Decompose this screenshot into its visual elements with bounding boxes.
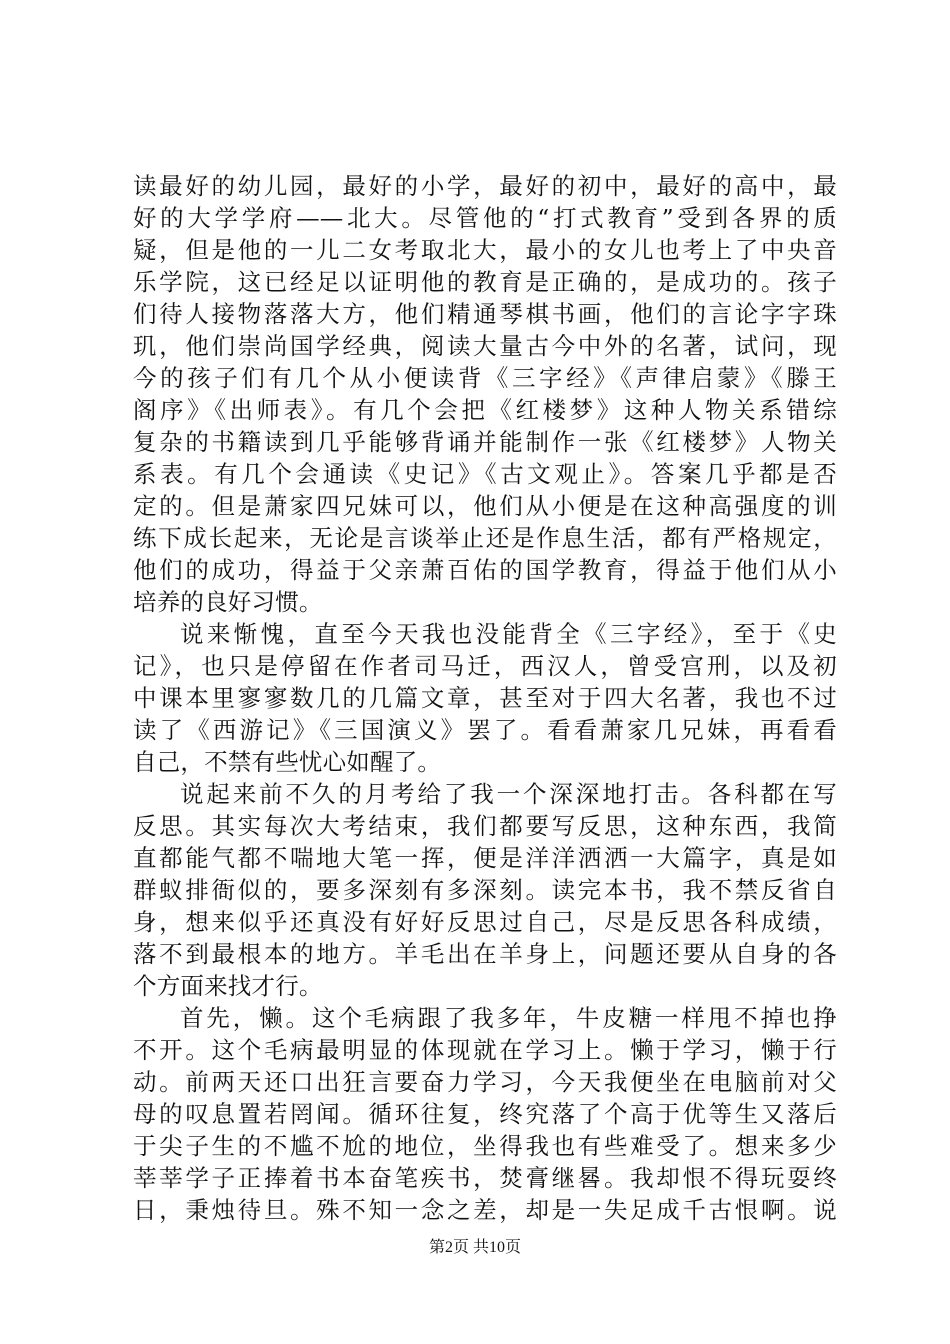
- text-line: 培养的良好习惯。: [133, 588, 323, 616]
- text-line: 反思。其实每次大考结束，我们都要写反思，这种东西，我简: [133, 812, 837, 840]
- text-line: 于尖子生的不尴不尬的地位，坐得我也有些难受了。想来多少: [133, 1132, 837, 1160]
- text-line: 记》，也只是停留在作者司马迁，西汉人，曾受宫刑，以及初: [133, 652, 837, 680]
- text-line: 莘莘学子正捧着书本奋笔疾书，焚膏继晷。我却恨不得玩耍终: [133, 1164, 837, 1192]
- text-line: 阁序》《出师表》。有几个会把《红楼梦》这种人物关系错综: [133, 396, 837, 424]
- text-line: 日，秉烛待旦。殊不知一念之差，却是一失足成千古恨啊。说: [133, 1196, 837, 1224]
- body-text: [133, 170, 837, 1226]
- text-line: 玑，他们崇尚国学经典，阅读大量古今中外的名著，试问，现: [133, 332, 837, 360]
- text-line: 们待人接物落落大方，他们精通琴棋书画，他们的言论字字珠: [133, 300, 837, 328]
- text-line: 动。前两天还口出狂言要奋力学习，今天我便坐在电脑前对父: [133, 1068, 837, 1096]
- text-line: 群蚁排衙似的，要多深刻有多深刻。读完本书，我不禁反省自: [133, 876, 837, 904]
- text-line: 读最好的幼儿园，最好的小学，最好的初中，最好的高中，最: [133, 172, 837, 200]
- text-line: 好的大学学府——北大。尽管他的“打式教育”受到各界的质: [133, 204, 837, 232]
- text-line: 说起来前不久的月考给了我一个深深地打击。各科都在写: [180, 780, 837, 808]
- text-line: 系表。有几个会通读《史记》《古文观止》。答案几乎都是否: [133, 460, 837, 488]
- text-line: 练下成长起来，无论是言谈举止还是作息生活，都有严格规定，: [133, 524, 837, 552]
- text-line: 不开。这个毛病最明显的体现就在学习上。懒于学习，懒于行: [133, 1036, 837, 1064]
- text-line: 母的叹息置若罔闻。循环往复，终究落了个高于优等生又落后: [133, 1100, 837, 1128]
- text-line: 复杂的书籍读到几乎能够背诵并能制作一张《红楼梦》人物关: [133, 428, 837, 456]
- text-line: 首先，懒。这个毛病跟了我多年，牛皮糖一样甩不掉也挣: [180, 1004, 837, 1032]
- page-number-footer: 第2页 共10页: [428, 1239, 521, 1256]
- text-line: 今的孩子们有几个从小便读背《三字经》《声律启蒙》《滕王: [133, 364, 837, 392]
- text-line: 自己，不禁有些忧心如醒了。: [133, 748, 442, 776]
- text-line: 落不到最根本的地方。羊毛出在羊身上，问题还要从自身的各: [133, 940, 837, 968]
- text-line: 直都能气都不喘地大笔一挥，便是洋洋洒洒一大篇字，真是如: [133, 844, 837, 872]
- text-line: 个方面来找才行。: [133, 972, 323, 1000]
- text-line: 他们的成功，得益于父亲萧百佑的国学教育，得益于他们从小: [133, 556, 837, 584]
- text-line: 疑，但是他的一儿二女考取北大，最小的女儿也考上了中央音: [133, 236, 837, 264]
- text-line: 乐学院，这已经足以证明他的教育是正确的，是成功的。孩子: [133, 268, 837, 296]
- text-line: 读了《西游记》《三国演义》罢了。看看萧家几兄妹，再看看: [133, 716, 837, 744]
- text-line: 身，想来似乎还真没有好好反思过自己，尽是反思各科成绩，: [133, 908, 837, 936]
- text-line: 定的。但是萧家四兄妹可以，他们从小便是在这种高强度的训: [133, 492, 837, 520]
- text-line: 中课本里寥寥数几的几篇文章，甚至对于四大名著，我也不过: [133, 684, 837, 712]
- text-line: 说来惭愧，直至今天我也没能背全《三字经》，至于《史: [180, 620, 837, 648]
